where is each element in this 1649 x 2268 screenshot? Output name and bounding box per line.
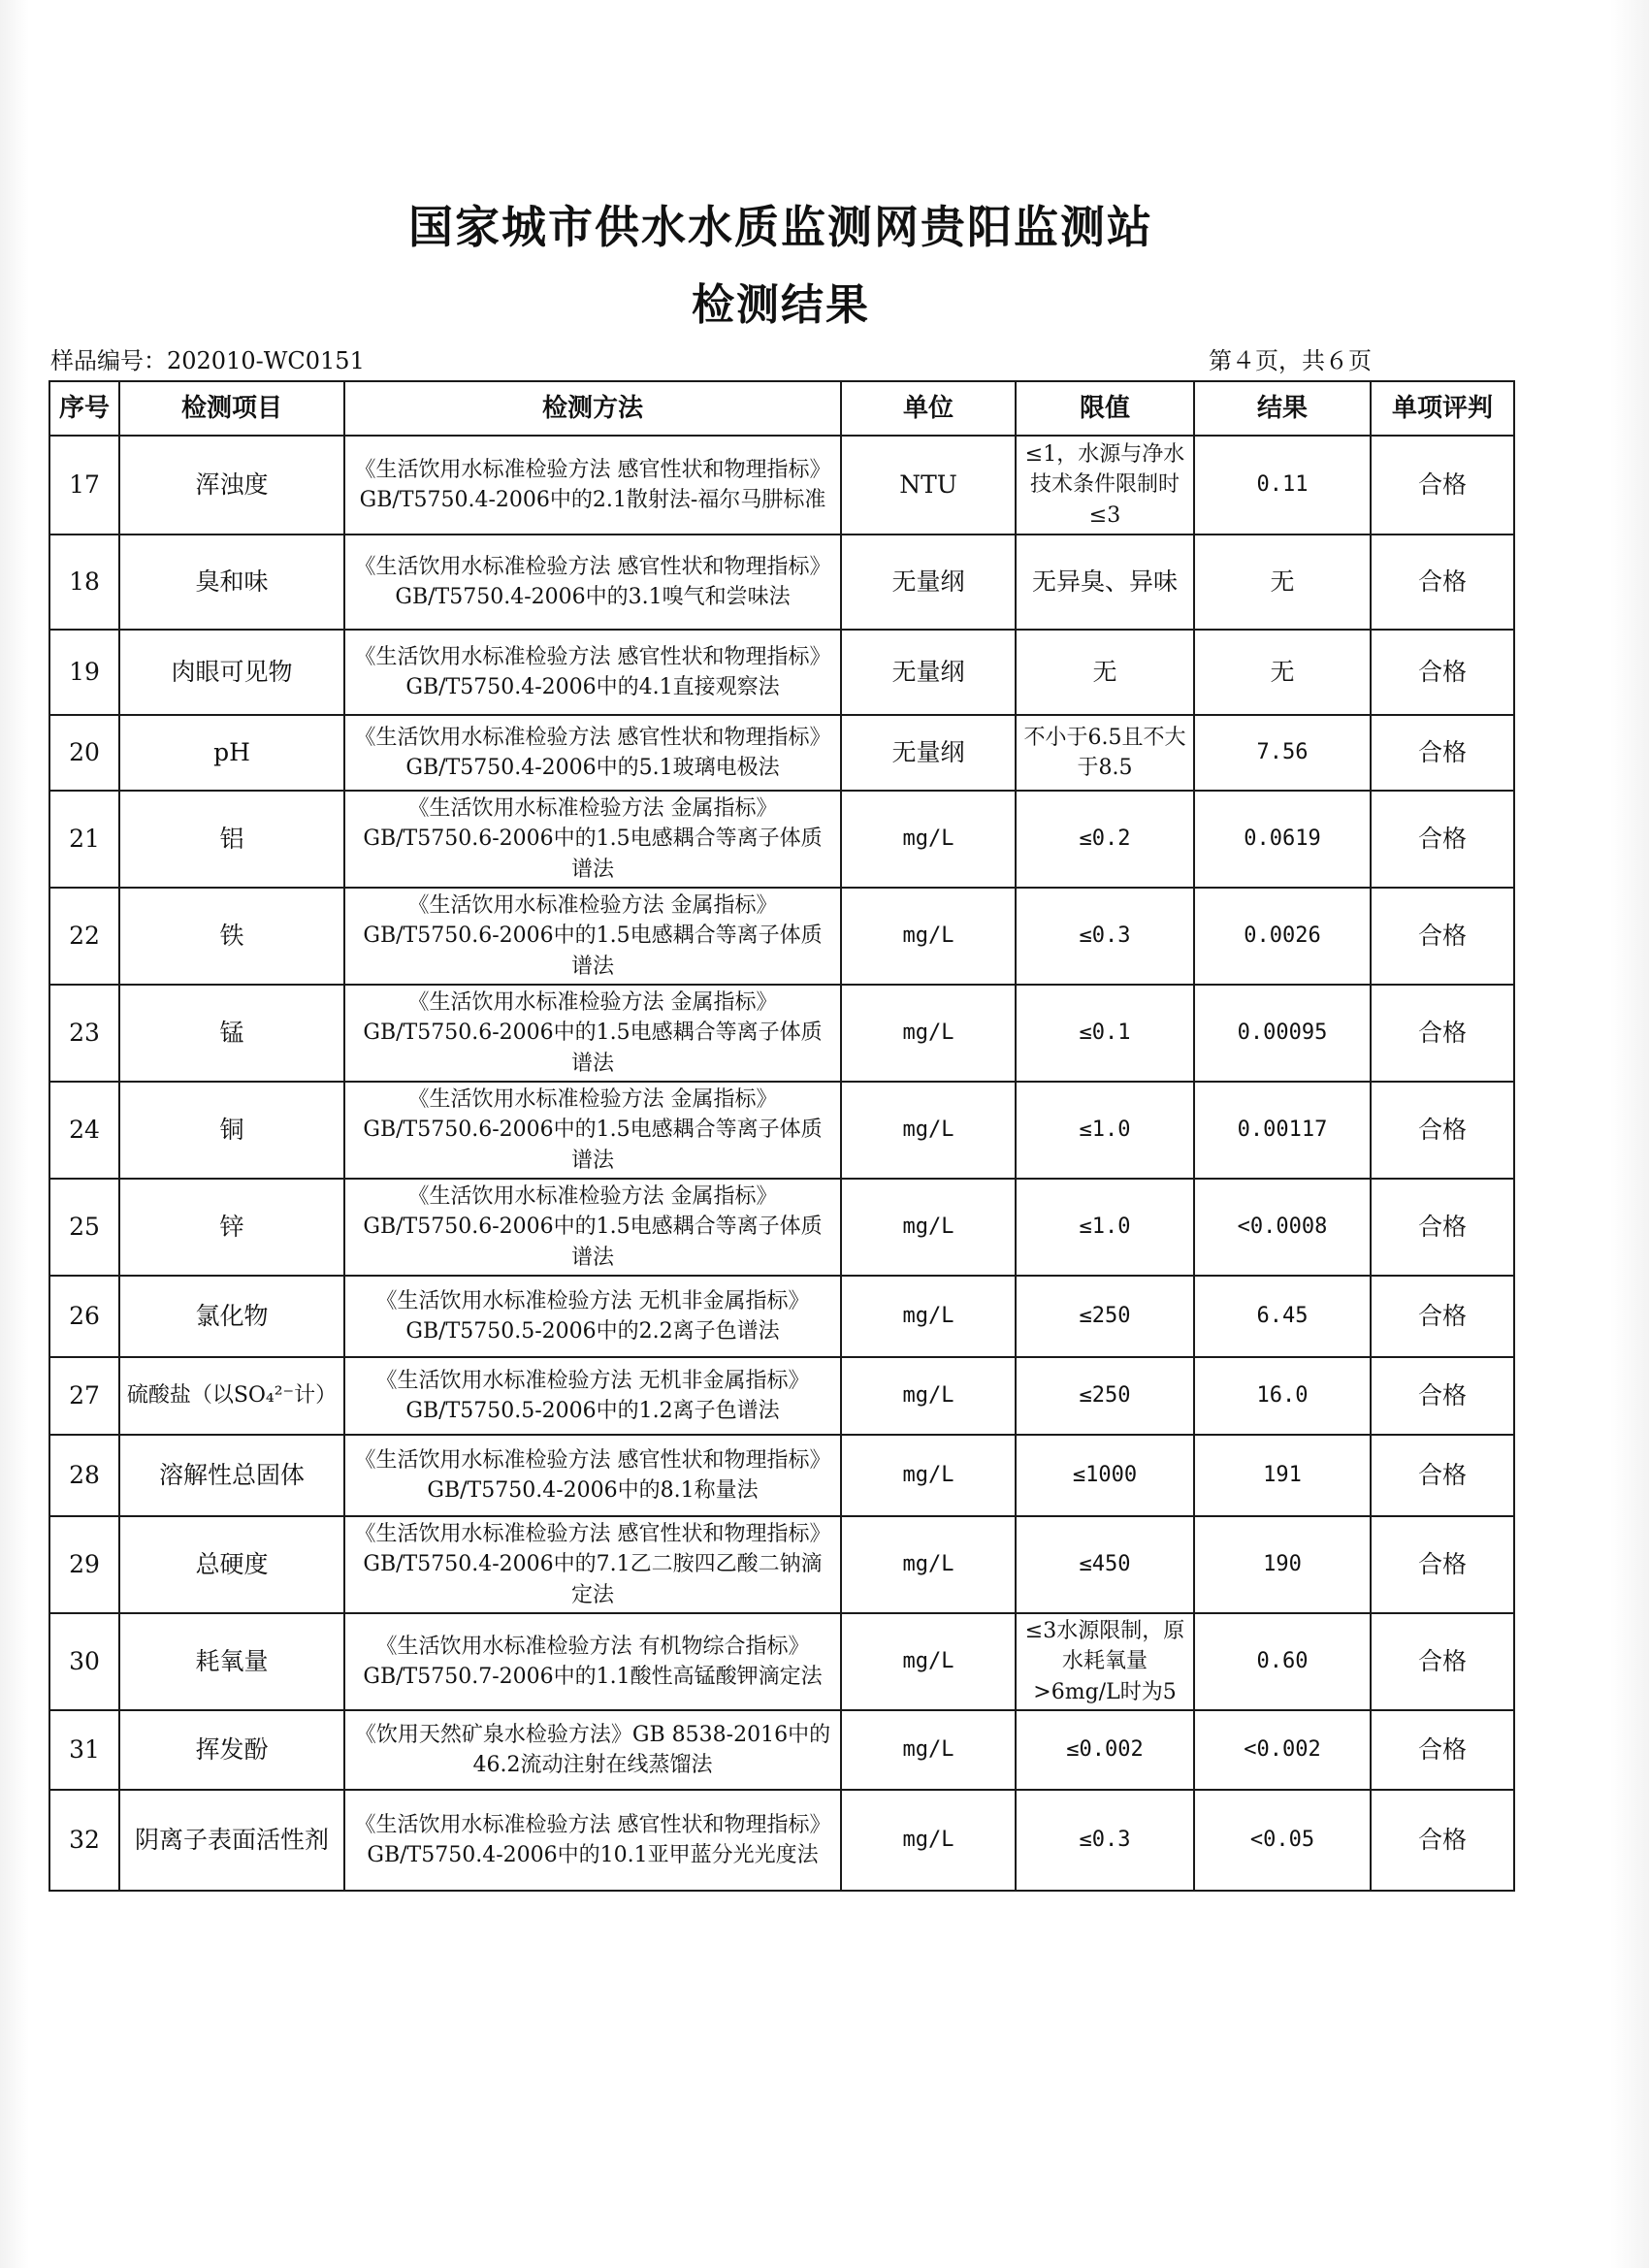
row-limit: 无异臭、异味 <box>1016 535 1194 630</box>
row-no: 23 <box>49 985 119 1082</box>
row-item: 耗氧量 <box>119 1613 344 1710</box>
row-limit: ≤0.1 <box>1016 985 1194 1082</box>
row-unit: mg/L <box>841 1357 1016 1435</box>
row-unit: mg/L <box>841 1710 1016 1790</box>
row-unit: mg/L <box>841 1179 1016 1276</box>
row-item: 浑浊度 <box>119 436 344 535</box>
row-unit: mg/L <box>841 1516 1016 1613</box>
row-verdict: 合格 <box>1371 1710 1514 1790</box>
row-no: 22 <box>49 888 119 985</box>
row-method: 《生活饮用水标准检验方法 金属指标》GB/T5750.6-2006中的1.5电感耦合等离子体质谱法 <box>344 1082 841 1179</box>
row-verdict: 合格 <box>1371 1357 1514 1435</box>
row-item: 铜 <box>119 1082 344 1179</box>
row-no: 25 <box>49 1179 119 1276</box>
row-item: 锌 <box>119 1179 344 1276</box>
col-header-result: 结果 <box>1194 381 1371 436</box>
table-row <box>49 1435 1514 1516</box>
row-method: 《生活饮用水标准检验方法 感官性状和物理指标》GB/T5750.4-2006中的5.1玻璃电极法 <box>344 715 841 791</box>
row-limit: 不小于6.5且不大于8.5 <box>1016 715 1194 791</box>
row-limit: ≤450 <box>1016 1516 1194 1613</box>
row-no: 27 <box>49 1357 119 1435</box>
scan-edge-right <box>1610 0 1649 2268</box>
row-no: 28 <box>49 1435 119 1516</box>
table-row <box>49 1357 1514 1435</box>
row-result: 6.45 <box>1194 1276 1371 1357</box>
row-verdict: 合格 <box>1371 535 1514 630</box>
row-item: 硫酸盐（以SO₄²⁻计） <box>119 1357 344 1435</box>
row-unit: 无量纲 <box>841 535 1016 630</box>
row-limit: ≤3水源限制，原水耗氧量>6mg/L时为5 <box>1016 1613 1194 1710</box>
row-no: 30 <box>49 1613 119 1710</box>
row-method: 《生活饮用水标准检验方法 有机物综合指标》GB/T5750.7-2006中的1.1酸性高锰酸钾滴定法 <box>344 1613 841 1710</box>
table-row <box>49 985 1514 1082</box>
table-row <box>49 1276 1514 1357</box>
row-verdict: 合格 <box>1371 1516 1514 1613</box>
row-verdict: 合格 <box>1371 1613 1514 1710</box>
report-title: 国家城市供水水质监测网贵阳监测站 <box>408 201 1153 253</box>
row-result: 0.60 <box>1194 1613 1371 1710</box>
row-limit: ≤0.3 <box>1016 888 1194 985</box>
row-no: 20 <box>49 715 119 791</box>
row-no: 21 <box>49 791 119 888</box>
row-result: 无 <box>1194 630 1371 715</box>
row-verdict: 合格 <box>1371 985 1514 1082</box>
row-result: 190 <box>1194 1516 1371 1613</box>
row-limit: ≤0.002 <box>1016 1710 1194 1790</box>
col-header-unit: 单位 <box>841 381 1016 436</box>
row-result: <0.002 <box>1194 1710 1371 1790</box>
table-header-row <box>49 381 1514 436</box>
col-header-no: 序号 <box>49 381 119 436</box>
row-method: 《生活饮用水标准检验方法 金属指标》GB/T5750.6-2006中的1.5电感耦合等离子体质谱法 <box>344 1179 841 1276</box>
page-info: 第４页，共６页 <box>1209 347 1372 374</box>
table-row <box>49 1790 1514 1891</box>
row-unit: mg/L <box>841 1082 1016 1179</box>
row-method: 《生活饮用水标准检验方法 感官性状和物理指标》 GB/T5750.4-2006中的7.1乙二胺四乙酸二钠滴定法 <box>344 1516 841 1613</box>
row-result: 0.0026 <box>1194 888 1371 985</box>
row-result: <0.05 <box>1194 1790 1371 1891</box>
row-limit: ≤1，水源与净水技术条件限制时≤3 <box>1016 436 1194 535</box>
row-limit: ≤1.0 <box>1016 1082 1194 1179</box>
col-header-method: 检测方法 <box>344 381 841 436</box>
row-verdict: 合格 <box>1371 630 1514 715</box>
table-row <box>49 1179 1514 1276</box>
row-unit: mg/L <box>841 1435 1016 1516</box>
row-item: 挥发酚 <box>119 1710 344 1790</box>
row-unit: mg/L <box>841 1276 1016 1357</box>
row-limit: ≤1000 <box>1016 1435 1194 1516</box>
row-method: 《饮用天然矿泉水检验方法》GB 8538-2016中的46.2流动注射在线蒸馏法 <box>344 1710 841 1790</box>
row-verdict: 合格 <box>1371 1276 1514 1357</box>
row-result: 16.0 <box>1194 1357 1371 1435</box>
row-no: 24 <box>49 1082 119 1179</box>
row-item: 铝 <box>119 791 344 888</box>
table-row <box>49 1613 1514 1710</box>
report-subtitle: 检测结果 <box>692 280 870 330</box>
row-limit: ≤1.0 <box>1016 1179 1194 1276</box>
row-method: 《生活饮用水标准检验方法 感官性状和物理指标》GB/T5750.4-2006中的8.1称量法 <box>344 1435 841 1516</box>
row-verdict: 合格 <box>1371 1435 1514 1516</box>
row-result: 191 <box>1194 1435 1371 1516</box>
row-limit: ≤0.3 <box>1016 1790 1194 1891</box>
row-verdict: 合格 <box>1371 888 1514 985</box>
row-verdict: 合格 <box>1371 1082 1514 1179</box>
row-item: 氯化物 <box>119 1276 344 1357</box>
table-row <box>49 791 1514 888</box>
row-unit: 无量纲 <box>841 630 1016 715</box>
row-verdict: 合格 <box>1371 791 1514 888</box>
table-row <box>49 888 1514 985</box>
row-result: 0.11 <box>1194 436 1371 535</box>
row-limit: 无 <box>1016 630 1194 715</box>
scan-edge-left <box>0 0 29 2268</box>
table-row <box>49 1516 1514 1613</box>
row-item: 锰 <box>119 985 344 1082</box>
row-result: 0.00117 <box>1194 1082 1371 1179</box>
row-unit: NTU <box>841 436 1016 535</box>
row-method: 《生活饮用水标准检验方法 无机非金属指标》GB/T5750.5-2006中的1.2离子色谱法 <box>344 1357 841 1435</box>
row-result: 0.00095 <box>1194 985 1371 1082</box>
row-limit: ≤250 <box>1016 1357 1194 1435</box>
table-row <box>49 436 1514 535</box>
row-method: 《生活饮用水标准检验方法 感官性状和物理指标》GB/T5750.4-2006中的3.1嗅气和尝味法 <box>344 535 841 630</box>
row-verdict: 合格 <box>1371 715 1514 791</box>
row-no: 29 <box>49 1516 119 1613</box>
row-no: 26 <box>49 1276 119 1357</box>
row-unit: mg/L <box>841 791 1016 888</box>
row-item: 溶解性总固体 <box>119 1435 344 1516</box>
row-no: 19 <box>49 630 119 715</box>
row-method: 《生活饮用水标准检验方法 金属指标》GB/T5750.6-2006中的1.5电感耦合等离子体质谱法 <box>344 888 841 985</box>
row-item: 阴离子表面活性剂 <box>119 1790 344 1891</box>
row-unit: mg/L <box>841 1790 1016 1891</box>
table-row <box>49 535 1514 630</box>
row-method: 《生活饮用水标准检验方法 金属指标》GB/T5750.6-2006中的1.5电感耦合等离子体质谱法 <box>344 791 841 888</box>
table-row <box>49 715 1514 791</box>
table-row <box>49 1710 1514 1790</box>
table-row <box>49 1082 1514 1179</box>
row-no: 18 <box>49 535 119 630</box>
row-item: pH <box>119 715 344 791</box>
col-header-verdict: 单项评判 <box>1371 381 1514 436</box>
sample-number: 样品编号：202010-WC0151 <box>50 347 365 374</box>
row-item: 总硬度 <box>119 1516 344 1613</box>
results-table <box>48 380 1515 1892</box>
row-item: 铁 <box>119 888 344 985</box>
col-header-item: 检测项目 <box>119 381 344 436</box>
row-unit: 无量纲 <box>841 715 1016 791</box>
row-result: 0.0619 <box>1194 791 1371 888</box>
row-method: 《生活饮用水标准检验方法 感官性状和物理指标》GB/T5750.4-2006中的4.1直接观察法 <box>344 630 841 715</box>
row-limit: ≤250 <box>1016 1276 1194 1357</box>
col-header-limit: 限值 <box>1016 381 1194 436</box>
row-limit: ≤0.2 <box>1016 791 1194 888</box>
row-unit: mg/L <box>841 985 1016 1082</box>
row-no: 17 <box>49 436 119 535</box>
row-verdict: 合格 <box>1371 1179 1514 1276</box>
table-row <box>49 630 1514 715</box>
row-verdict: 合格 <box>1371 436 1514 535</box>
row-method: 《生活饮用水标准检验方法 无机非金属指标》GB/T5750.5-2006中的2.2离子色谱法 <box>344 1276 841 1357</box>
row-unit: mg/L <box>841 888 1016 985</box>
row-no: 31 <box>49 1710 119 1790</box>
row-verdict: 合格 <box>1371 1790 1514 1891</box>
row-result: <0.0008 <box>1194 1179 1371 1276</box>
row-result: 无 <box>1194 535 1371 630</box>
row-item: 肉眼可见物 <box>119 630 344 715</box>
row-method: 《生活饮用水标准检验方法 感官性状和物理指标》GB/T5750.4-2006中的10.1亚甲蓝分光光度法 <box>344 1790 841 1891</box>
row-unit: mg/L <box>841 1613 1016 1710</box>
row-method: 《生活饮用水标准检验方法 金属指标》GB/T5750.6-2006中的1.5电感耦合等离子体质谱法 <box>344 985 841 1082</box>
row-result: 7.56 <box>1194 715 1371 791</box>
row-no: 32 <box>49 1790 119 1891</box>
row-item: 臭和味 <box>119 535 344 630</box>
row-method: 《生活饮用水标准检验方法 感官性状和物理指标》GB/T5750.4-2006中的2.1散射法-福尔马肼标准 <box>344 436 841 535</box>
